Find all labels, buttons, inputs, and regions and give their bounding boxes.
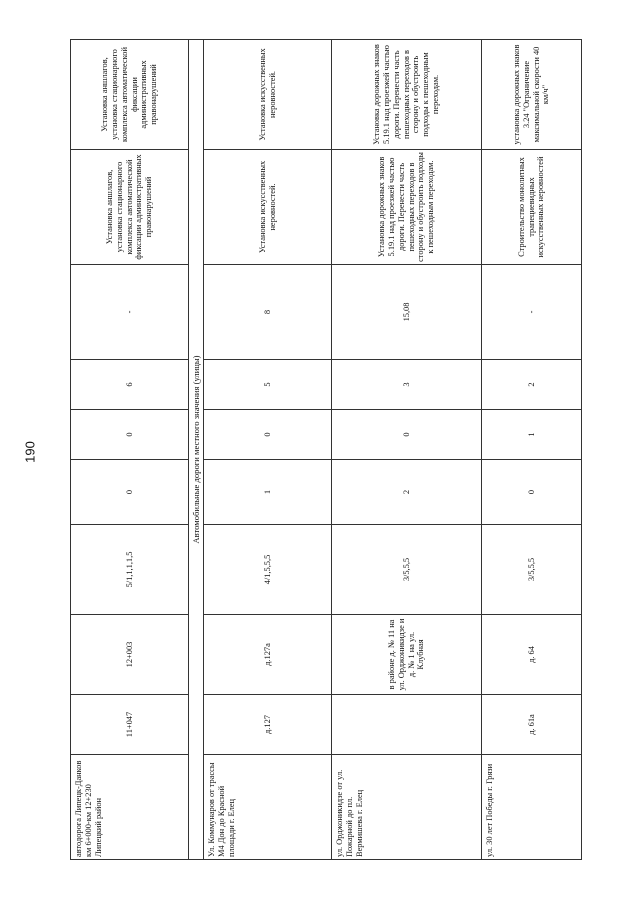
lanes-width: 5/1,1,1,1,5 [71, 525, 189, 615]
km-from: 11+047 [71, 695, 189, 755]
km-from: д.127 [204, 695, 332, 755]
measures-done: Установка искусственных неровностей. [204, 40, 332, 150]
km-to: 12+003 [71, 615, 189, 695]
count-injured: 5 [204, 360, 332, 410]
lanes-width: 3/5,5,5 [482, 525, 582, 615]
count-injured: 6 [71, 360, 189, 410]
count-children: 0 [332, 410, 482, 460]
lanes-width: 4/1,5,5,5 [204, 525, 332, 615]
count-killed: 0 [71, 460, 189, 525]
km-from [332, 695, 482, 755]
table-row [482, 40, 582, 860]
measures-done: установка дорожных знаков 3.24 "Ограничение максимальной скорости 40 км/ч" [482, 40, 582, 150]
km-to: в районе д. № 11 на ул. Орджоникидзе и д. № 1 на ул. Клубная [332, 615, 482, 695]
measures-done: Установка дорожных знаков 5.19.1 над проезжей частью дороги. Перенести часть пешеходных переходов в сторону и обустроить подходы к пешеходным переходам. [332, 40, 482, 150]
count-children: 1 [482, 410, 582, 460]
count-injured: 2 [482, 360, 582, 410]
measures-planned: Строительство монолитных трапециевидных искусственных неровностей [482, 150, 582, 265]
measures-planned: Установка аншлагов, установка стационарного комплекса автоматической фиксации административных правонарушений [71, 150, 189, 265]
table-row [204, 40, 332, 860]
section-title: Автомобильные дороги местного значения (улицы) [189, 40, 204, 860]
measures-done: Установка аншлагов, установка стационарного комплекса автоматической фиксации административных правонарушений [71, 40, 189, 150]
road-name: Ул. Коммунаров от трассы М4 Дон до Красной площади г. Елец [204, 755, 332, 860]
measures-planned: Установка дорожных знаков 5.19.1 над проезжей частью дороги. Перенести часть пешеходных переходов в сторону и обустроить подходы к пешеходным переходам. [332, 150, 482, 265]
road-name: ул. Орджоникидзе от ул. Пожарной до пл. Вермишева г. Елец [332, 755, 482, 860]
page-number: 190 [22, 441, 38, 463]
count-injured: 3 [332, 360, 482, 410]
accident-sites-table [70, 39, 582, 860]
damage-value: - [482, 265, 582, 360]
rotated-table-wrapper [70, 40, 580, 860]
damage-value: - [71, 265, 189, 360]
count-children: 0 [204, 410, 332, 460]
measures-planned: Установка искусственных неровностей. [204, 150, 332, 265]
lanes-width: 3/5,5,5 [332, 525, 482, 615]
damage-value: 15,08 [332, 265, 482, 360]
count-killed: 0 [482, 460, 582, 525]
table-row [332, 40, 482, 860]
damage-value: 8 [204, 265, 332, 360]
km-to: д. 64 [482, 615, 582, 695]
count-killed: 1 [204, 460, 332, 525]
km-from: д. 61а [482, 695, 582, 755]
count-killed: 2 [332, 460, 482, 525]
km-to: д.127а [204, 615, 332, 695]
count-children: 0 [71, 410, 189, 460]
road-name: ул. 30 лет Победы г. Грязи [482, 755, 582, 860]
road-name: автодорога Липецк-Данков км 6+000-км 12+230 Липецкий район [71, 755, 189, 860]
table-row [71, 40, 189, 860]
section-row [189, 40, 204, 860]
